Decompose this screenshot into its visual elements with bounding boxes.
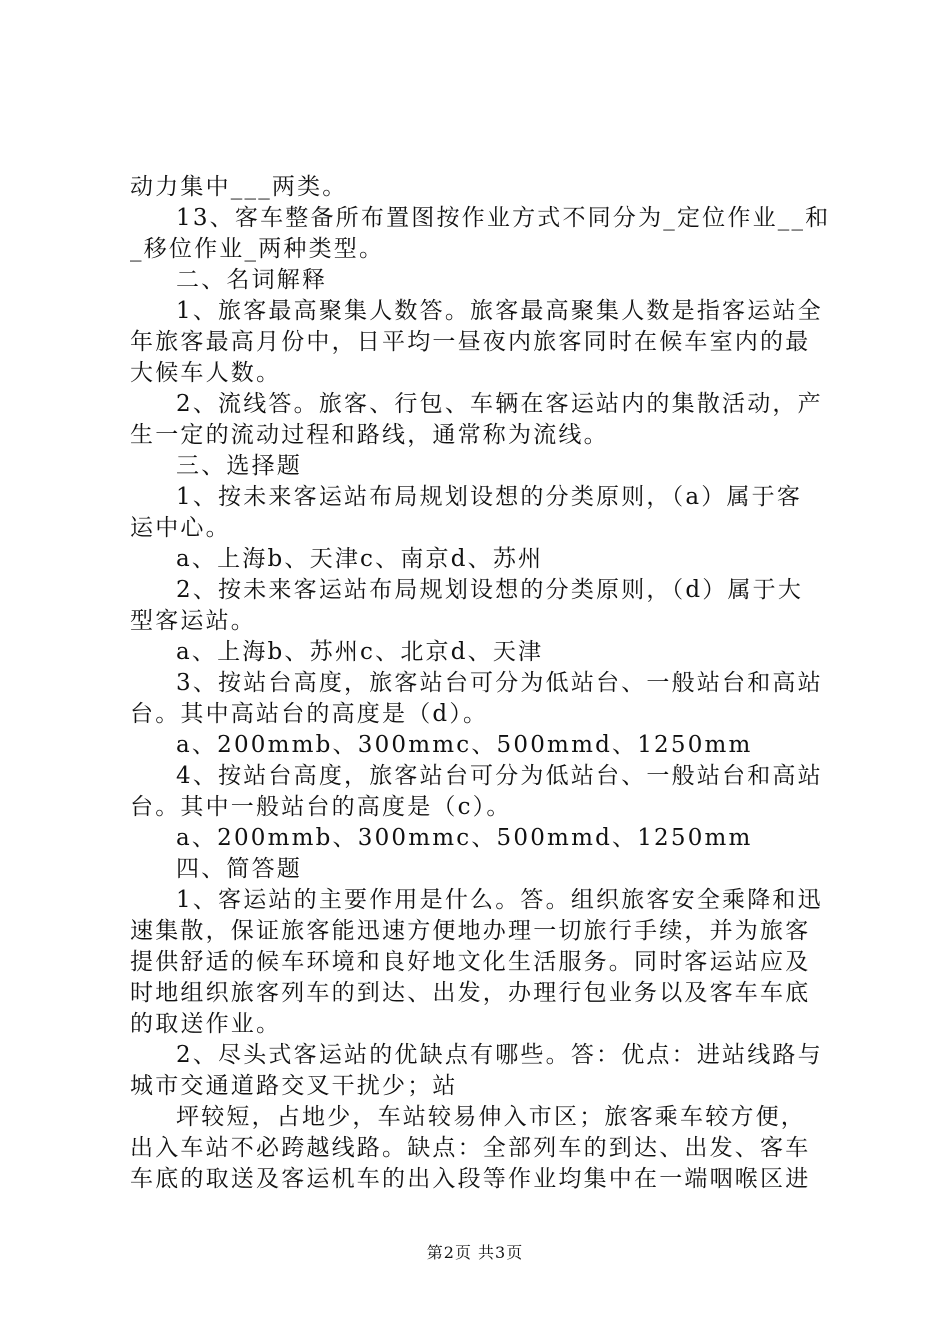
text-line: _移位作业_两种类型。	[130, 236, 385, 262]
text-line: 的取送作业。	[130, 1011, 282, 1037]
document-body	[130, 172, 830, 1195]
text-line: 2、流线答。旅客、行包、车辆在客运站内的集散活动，产	[176, 391, 823, 417]
text-line: 提供舒适的候车环境和良好地文化生活服务。同时客运站应及	[130, 949, 811, 975]
text-line: a、上海b、天津c、南京d、苏州	[176, 546, 544, 572]
text-line: 三、选择题	[176, 453, 302, 479]
text-line: 车底的取送及客运机车的出入段等作业均集中在一端咽喉区进	[130, 1166, 811, 1192]
text-line: 型客运站。	[130, 608, 256, 634]
text-line: a、上海b、苏州c、北京d、天津	[176, 639, 544, 665]
text-line: a、200mmb、300mmc、500mmd、1250mm	[176, 825, 753, 851]
text-line: 动力集中___两类。	[130, 174, 348, 200]
text-line: 四、简答题	[176, 856, 302, 882]
text-line: 13、客车整备所布置图按作业方式不同分为_定位作业__和	[176, 205, 830, 231]
page-footer: 第2页 共3页	[426, 1243, 524, 1262]
text-line: 出入车站不必跨越线路。缺点：全部列车的到达、出发、客车	[130, 1135, 811, 1161]
text-line: 运中心。	[130, 515, 231, 541]
text-line: 坪较短，占地少，车站较易伸入市区；旅客乘车较方便，	[176, 1104, 806, 1130]
text-line: 生一定的流动过程和路线，通常称为流线。	[130, 422, 609, 448]
text-line: a、200mmb、300mmc、500mmd、1250mm	[176, 732, 753, 758]
text-line: 3、按站台高度，旅客站台可分为低站台、一般站台和高站	[176, 670, 823, 696]
text-line: 1、旅客最高聚集人数答。旅客最高聚集人数是指客运站全	[176, 298, 823, 324]
text-line: 4、按站台高度，旅客站台可分为低站台、一般站台和高站	[176, 763, 823, 789]
text-line: 2、按未来客运站布局规划设想的分类原则，（d）属于大	[176, 577, 804, 603]
text-line: 城市交通道路交叉干扰少；站	[130, 1073, 458, 1099]
text-line: 台。其中高站台的高度是（d）。	[130, 701, 489, 727]
text-line: 2、尽头式客运站的优缺点有哪些。答：优点：进站线路与	[176, 1042, 823, 1068]
text-line: 速集散，保证旅客能迅速方便地办理一切旅行手续，并为旅客	[130, 918, 811, 944]
text-line: 1、按未来客运站布局规划设想的分类原则，（a）属于客	[176, 484, 803, 510]
text-line: 1、客运站的主要作用是什么。答。组织旅客安全乘降和迅	[176, 887, 823, 913]
text-line: 时地组织旅客列车的到达、出发，办理行包业务以及客车车底	[130, 980, 811, 1006]
text-line: 大候车人数。	[130, 360, 282, 386]
text-line: 台。其中一般站台的高度是（c）。	[130, 794, 512, 820]
text-line: 年旅客最高月份中，日平均一昼夜内旅客同时在候车室内的最	[130, 329, 811, 355]
text-line: 二、名词解释	[176, 267, 328, 293]
